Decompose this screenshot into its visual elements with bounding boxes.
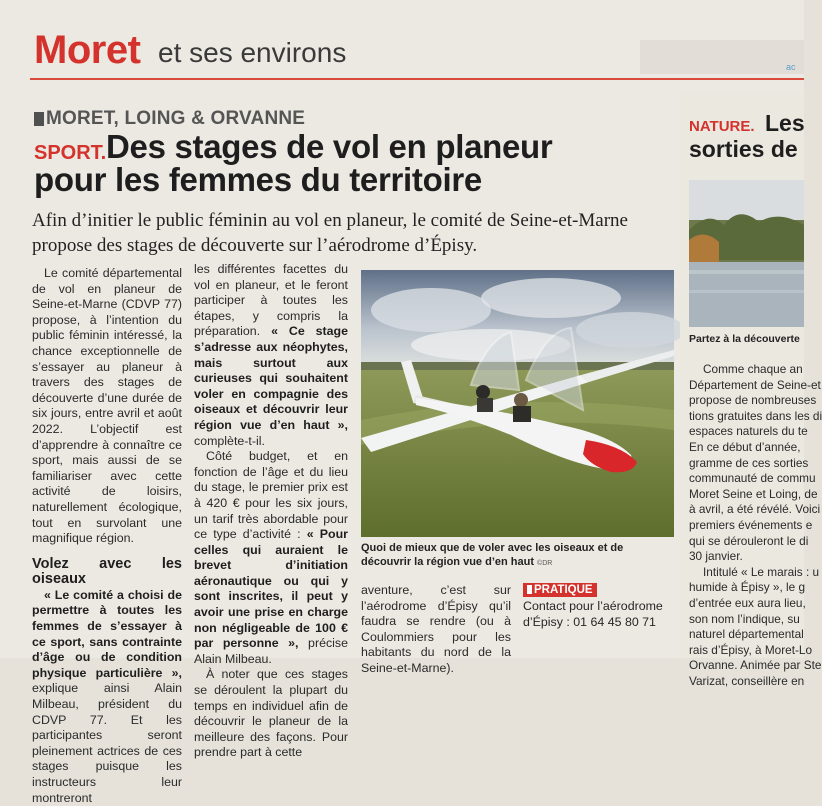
side-line: à avril, a été révélé. Voici	[689, 502, 821, 517]
marsh-photo	[689, 180, 804, 327]
side-title-line-1: Les	[765, 110, 805, 136]
side-line: Orvanne. Animée par Ste	[689, 658, 822, 673]
side-line: Moret Seine et Loing, de	[689, 486, 818, 501]
paragraph	[32, 588, 182, 806]
side-line: tions gratuites dans les di	[689, 408, 822, 423]
article-title-line-2: pour les femmes du territoire	[34, 161, 482, 198]
quote: « Pour celles qui auraient le brevet d’initiation aéronautique ou qui y sont inscrites, il peut y avoir une prise en charge non négligeable de 100 € par personne »,	[194, 527, 348, 651]
side-line: propose de nombreuses	[689, 393, 817, 408]
side-article-body	[689, 362, 822, 689]
glider-illustration	[361, 270, 674, 537]
photo-caption	[361, 541, 675, 571]
paragraph: Le comité départemental de vol en planeur de Seine-et-Marne (CDVP 77) propose, à l’intention du public féminin intéressé, la chance exceptionnelle de s’essayer au planeur à travers des stages de découverte d’une durée de six jours, entre avril et août 2022. L’objectif est d’apprendre à connaître ce sport, mais aussi de se familiariser avec cette activité de loisirs, naturellement écologique, tout en survolant une magnifique région.	[32, 266, 182, 546]
quote: « Le comité a choisi de permettre à toutes les femmes de s’essayer à ce sport, sans contrainte d’âge ou de condition physique particulière »,	[32, 587, 182, 680]
article-rubric: MORET, LOING & ORVANNE	[46, 108, 306, 129]
pratique-label-text: PRATIQUE	[534, 584, 593, 596]
article-kicker: SPORT.	[34, 142, 107, 164]
paragraph	[194, 449, 348, 667]
article-title-line-1: Des stages de vol en planeur	[106, 128, 553, 165]
paragraph-text: Côté budget, et en fonction de l’âge et du lieu du stage, le premier prix est à 420 € pour les six jours, un tarif très abordable pour ce type d’activité :	[194, 449, 348, 542]
square-bullet-icon	[527, 585, 532, 594]
article-lead: Afin d’initier le public féminin au vol en planeur, le comité de Seine-et-Marne propose des stages de découverte sur l’aérodrome d’Épisy.	[32, 210, 628, 256]
side-line: qui se dérouleront le di	[689, 533, 809, 548]
article-column-2	[194, 262, 348, 761]
header-rule	[30, 78, 804, 80]
side-title-line-2: sorties de	[689, 136, 798, 162]
side-line: son nom l’indique, su	[689, 611, 800, 626]
header-faded-area	[640, 40, 804, 74]
side-line: Intitulé « Le marais : u	[703, 564, 820, 579]
marsh-illustration	[689, 180, 804, 327]
side-line: espaces naturels du te	[689, 424, 808, 439]
side-line: 30 janvier.	[689, 549, 743, 564]
paragraph-text: précise Alain Milbeau.	[194, 636, 348, 666]
paragraph-text: explique ainsi Alain Milbeau, président du CDVP 77. Et les participantes seront pleinement actrices de ces stages puisque les instructeurs leur montreront	[32, 681, 182, 805]
caption-text: Quoi de mieux que de voler avec les oiseaux et de découvrir la région vue d’en haut	[361, 542, 624, 568]
article-subheading: Volez avec les oiseaux	[32, 555, 182, 588]
side-article-kicker: NATURE.	[689, 118, 755, 135]
side-line: gramme de ces sorties	[689, 455, 809, 470]
photo-credit: ©DR	[537, 560, 553, 567]
side-line: premiers événements e	[689, 517, 813, 532]
rubric-square-icon	[34, 112, 44, 126]
side-line: Varizat, conseillère en	[689, 673, 805, 688]
section-subtitle: et ses environs	[158, 37, 347, 68]
side-line: rais d’Épisy, à Moret-Lo	[689, 642, 813, 657]
side-line: humide à Épisy », le g	[689, 580, 806, 595]
paragraph-text: les différentes facettes du vol en planeur, et le feront participer à toutes les étapes, y compris la préparation.	[194, 262, 348, 339]
paragraph: aventure, c’est sur l’aérodrome d’Épisy qu’il faudra se rendre (ou à Coulommiers pour les habitants du nord de la Seine-et-Marne).	[361, 583, 511, 675]
side-photo-caption: Partez à la découverte	[689, 333, 800, 345]
article-title	[34, 130, 654, 196]
side-line: d’entrée eux aura lieu,	[689, 595, 806, 610]
article-column-3	[361, 583, 511, 677]
header-edge-text: ac	[786, 62, 796, 72]
paragraph: À noter que ces stages se déroulent la plupart du temps en individuel afin de découvrir le planeur de la meilleure des façons. Pour prendre part à cette	[194, 667, 348, 760]
pratique-label	[523, 583, 597, 597]
glider-photo	[361, 270, 674, 537]
pratique-contact: Contact pour l’aérodrome d’Épisy : 01 64 45 80 71	[523, 599, 663, 629]
paragraph	[194, 262, 348, 449]
side-line: communauté de commu	[689, 471, 816, 486]
section-town-title: Moret	[34, 28, 141, 72]
quote: « Ce stage s’adresse aux néophytes, mais surtout aux curieuses qui souhaitent voler en compagnie des oiseaux et découvrir leur région vue d’en haut »,	[194, 324, 349, 432]
paragraph-text: complète-t-il.	[194, 433, 265, 448]
side-line: naturel départemental	[689, 627, 804, 642]
article-column-1	[32, 266, 182, 806]
side-line: En ce début d’année,	[689, 439, 801, 454]
side-line: Département de Seine-et	[689, 377, 821, 392]
side-line: Comme chaque an	[703, 362, 803, 376]
